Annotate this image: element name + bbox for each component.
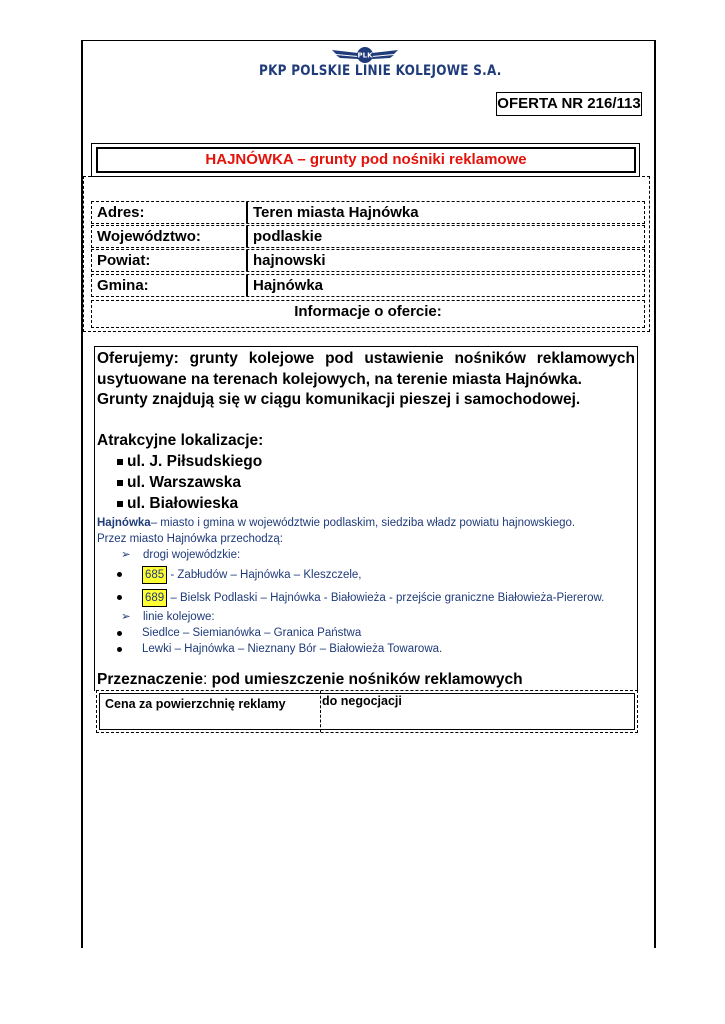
info-label: Województwo: [97, 228, 201, 245]
through-text: Przez miasto Hajnówka przechodzą: [97, 533, 283, 545]
offer-number: OFERTA NR 216/113 [496, 92, 642, 116]
purpose: Przeznaczenie: pod umieszczenie nośników reklamowych [97, 671, 523, 688]
arrow-bullet-icon: ➢ [121, 549, 131, 561]
description-line: Grunty znajdują się w ciągu komunikacji pieszej i samochodowej. [97, 391, 581, 408]
locations-heading: Atrakcyjne lokalizacje: [97, 431, 264, 449]
list-item: ul. Białowieska [117, 493, 635, 514]
info-heading: Informacje o ofercie: [91, 300, 645, 328]
list-item: ul. J. Piłsudskiego [117, 451, 635, 472]
info-label: Gmina: [97, 277, 149, 294]
locations-list [97, 451, 635, 514]
list-item [97, 589, 637, 607]
company-name: PKP POLSKIE LINIE KOLEJOWE S.A. [259, 63, 502, 79]
offer-title: HAJNÓWKA – grunty pod nośniki reklamowe [96, 147, 636, 173]
info-row-county [91, 249, 645, 272]
info-row-commune [91, 274, 645, 297]
price-label: Cena za powierzchnię reklamy [105, 697, 286, 711]
list-item [97, 566, 637, 584]
info-value: Hajnówka [253, 277, 324, 294]
description [97, 349, 635, 514]
arrow-bullet-icon: ➢ [121, 611, 131, 623]
road-number-badge: 689 [142, 589, 167, 607]
town-info [97, 515, 637, 657]
info-value: podlaskie [253, 228, 323, 245]
town-intro: – miasto i gmina w województwie podlaskim, siedziba władz powiatu hajnowskiego. [150, 517, 576, 529]
town-name: Hajnówka [97, 517, 151, 529]
list-item: ul. Warszawska [117, 472, 635, 493]
info-row-address [91, 201, 645, 224]
info-value: hajnowski [253, 252, 326, 269]
price-value: do negocjacji [322, 694, 402, 708]
list-item: Siedlce – Siemianówka – Granica Państwa [97, 625, 637, 641]
road-route: - Zabłudów – Hajnówka – Kleszczele, [167, 569, 362, 581]
description-line: usytuowane na terenach kolejowych, na terenie miasta Hajnówka. [97, 370, 582, 388]
road-number-badge: 685 [142, 566, 167, 584]
svg-text:PLK: PLK [357, 51, 373, 60]
info-label: Powiat: [97, 252, 151, 269]
list-item: Lewki – Hajnówka – Nieznany Bór – Białowieża Towarowa. [97, 641, 637, 657]
info-value: Teren miasta Hajnówka [253, 204, 419, 221]
description-line: Oferujemy: grunty kolejowe pod ustawienie nośników reklamowych [97, 350, 635, 367]
road-route: – Bielsk Podlaski – Hajnówka - Białowieża - przejście graniczne Białowieża-Piererow. [167, 592, 605, 604]
info-row-voivodeship [91, 225, 645, 248]
roads-heading: drogi wojewódzkie: [143, 549, 241, 561]
rail-heading: linie kolejowe: [143, 611, 215, 623]
info-label: Adres: [97, 204, 145, 221]
